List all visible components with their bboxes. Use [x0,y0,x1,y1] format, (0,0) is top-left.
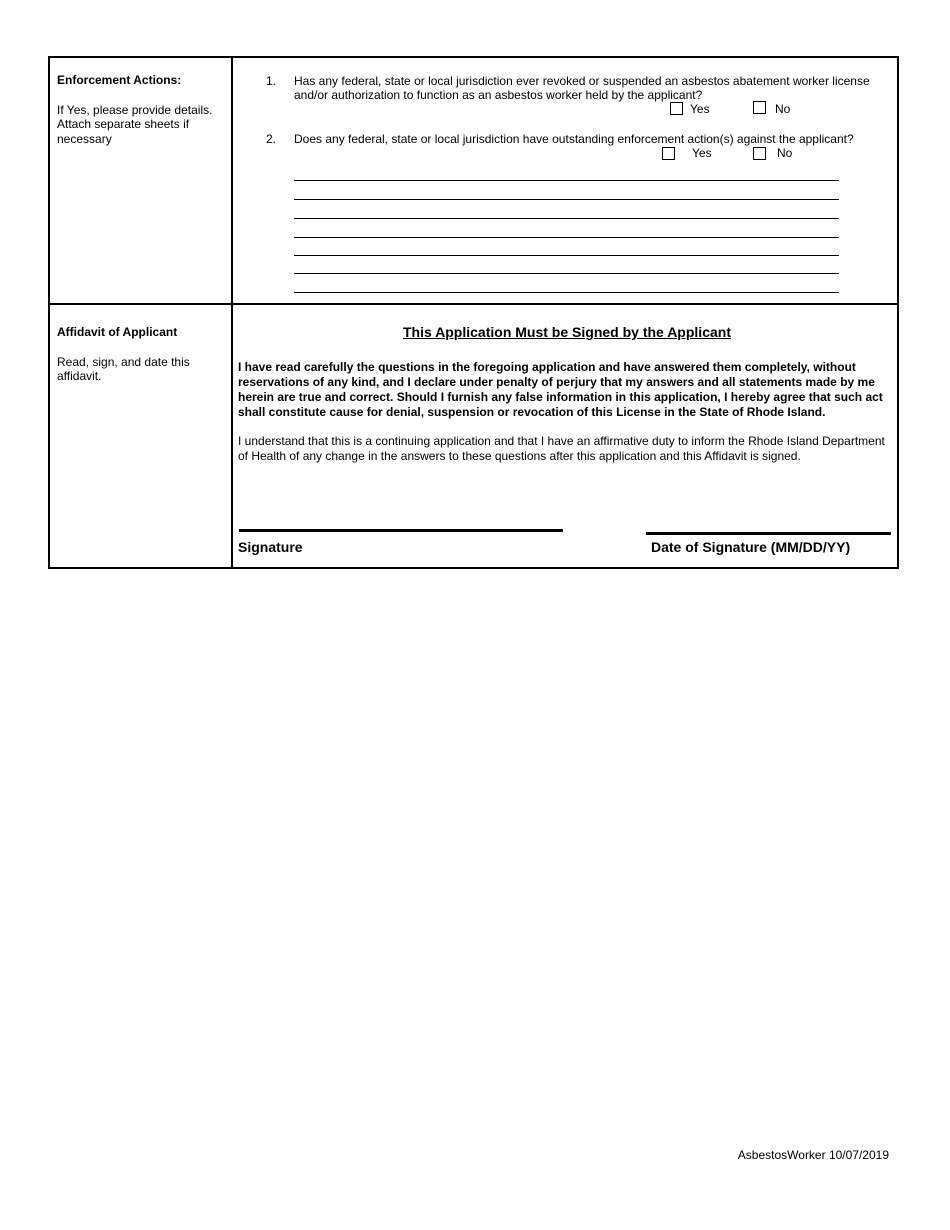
question-1-text: Has any federal, state or local jurisdiction ever revoked or suspended an asbestos abatement worker license and/or authorization to function as an asbestos worker held by the applicant? [294,74,870,102]
enforcement-title: Enforcement Actions: [57,73,182,87]
affidavit-declaration: I have read carefully the questions in the foregoing application and have answered them completely, without reservations of any kind, and I declare under penalty of perjury that my answers and all statements made by me herein are true and correct. Should I furnish any false information in this application, I hereby agree that such act shall constitute cause for denial, suspension or revocation of this License in the State of Rhode Island. [238,360,883,419]
row-divider [50,303,897,305]
question-1-yes-label: Yes [690,102,710,116]
question-2-number: 2. [266,132,277,146]
signature-line[interactable] [239,529,563,532]
question-2-no-label: No [777,146,793,160]
affidavit-label-cell [57,325,217,384]
question-1-no-label: No [775,102,791,116]
details-line[interactable] [294,199,839,200]
application-form-table [48,56,899,569]
question-2-yes-label: Yes [692,146,712,160]
question-2-text: Does any federal, state or local jurisdiction have outstanding enforcement action(s) against the applicant? [294,132,854,146]
enforcement-description: If Yes, please provide details. Attach separate sheets if necessary [57,102,213,146]
details-line[interactable] [294,180,839,181]
details-line[interactable] [294,292,839,293]
affidavit-title: Affidavit of Applicant [57,325,178,339]
signature-label: Signature [238,539,303,555]
question-2-yes-checkbox[interactable] [662,147,675,160]
question-1-no-checkbox[interactable] [753,101,766,114]
question-1-yes-checkbox[interactable] [670,102,683,115]
details-line[interactable] [294,273,839,274]
affidavit-description: Read, sign, and date this affidavit. [57,354,190,383]
enforcement-label-cell [57,73,217,146]
question-2-no-checkbox[interactable] [753,147,766,160]
form-id-footer: AsbestosWorker 10/07/2019 [737,1148,889,1162]
question-1-number: 1. [266,74,277,88]
affidavit-heading: This Application Must be Signed by the Applicant [403,324,731,340]
date-signature-label: Date of Signature (MM/DD/YY) [651,539,851,555]
column-divider [231,58,233,567]
details-line[interactable] [294,255,839,256]
details-line[interactable] [294,218,839,219]
date-signature-line[interactable] [646,532,891,535]
affidavit-continuing-duty: I understand that this is a continuing application and that I have an affirmative duty to inform the Rhode Island Department of Health of any change in the answers to these questions after this application and this Affidavit is signed. [238,434,885,463]
details-line[interactable] [294,237,839,238]
